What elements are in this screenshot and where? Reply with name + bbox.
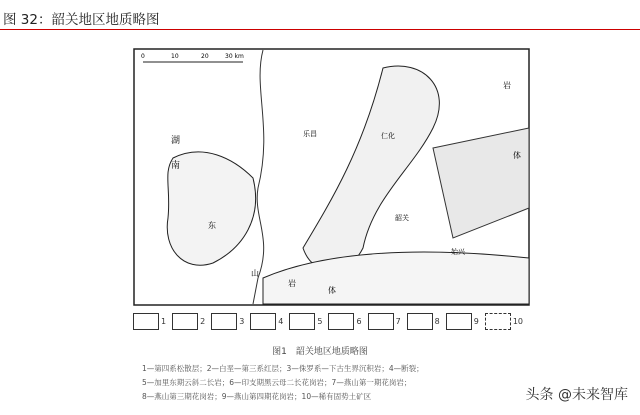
legend-number: 6 bbox=[356, 316, 362, 326]
legend-swatch bbox=[289, 313, 315, 330]
legend-swatch bbox=[133, 313, 159, 330]
legend-description bbox=[142, 362, 542, 404]
title-divider bbox=[0, 29, 640, 30]
legend-row bbox=[133, 308, 530, 334]
place-label: 岩 bbox=[503, 81, 511, 90]
legend-number: 4 bbox=[278, 316, 284, 326]
scale-label: 20 bbox=[201, 53, 209, 60]
legend-line: 8—燕山第三期花岗岩；9—燕山第四期花岗岩；10—稀有固势土矿区 bbox=[142, 392, 372, 401]
legend-line: 5—加里东期云斜二长岩；6—印支期黑云母二长花岗岩；7—燕山第一期花岗岩； bbox=[142, 378, 412, 387]
legend-swatch bbox=[328, 313, 354, 330]
legend-swatch bbox=[250, 313, 276, 330]
scale-label: 30 km bbox=[225, 53, 244, 60]
legend-number: 5 bbox=[317, 316, 323, 326]
legend-swatch bbox=[211, 313, 237, 330]
legend-swatch bbox=[485, 313, 511, 330]
legend-number: 1 bbox=[161, 316, 167, 326]
scale-label: 10 bbox=[171, 53, 179, 60]
figure-title: 图 32：韶关地区地质略图 bbox=[3, 12, 160, 28]
legend-number: 8 bbox=[434, 316, 440, 326]
place-label: 韶关 bbox=[395, 214, 409, 222]
legend-swatch bbox=[446, 313, 472, 330]
legend-number: 10 bbox=[512, 316, 524, 326]
legend-number: 9 bbox=[473, 316, 479, 326]
place-label: 岩 bbox=[288, 279, 296, 288]
place-label: 山 bbox=[251, 269, 259, 278]
place-label: 南 bbox=[171, 161, 181, 171]
place-label: 仁化 bbox=[381, 132, 395, 140]
figure-caption: 图1 韶关地区地质略图 bbox=[272, 347, 368, 357]
legend-number: 7 bbox=[395, 316, 401, 326]
scale-label: 0 bbox=[141, 53, 145, 60]
legend-swatch bbox=[368, 313, 394, 330]
place-label: 东 bbox=[208, 221, 216, 230]
place-label: 湖 bbox=[171, 136, 181, 146]
legend-swatch bbox=[407, 313, 433, 330]
watermark: 头条 @未来智库 bbox=[525, 387, 628, 403]
place-label: 体 bbox=[513, 151, 521, 160]
legend-number: 3 bbox=[239, 316, 245, 326]
geological-map bbox=[133, 48, 530, 306]
legend-number: 2 bbox=[200, 316, 206, 326]
legend-line: 1—第四系松散层；2—白垩—第三系红层；3—侏罗系—下古生界沉积岩；4—断裂； bbox=[142, 364, 424, 373]
place-label: 始兴 bbox=[451, 248, 465, 256]
place-label: 乐昌 bbox=[303, 130, 317, 138]
legend-swatch bbox=[172, 313, 198, 330]
place-label: 体 bbox=[328, 286, 336, 295]
